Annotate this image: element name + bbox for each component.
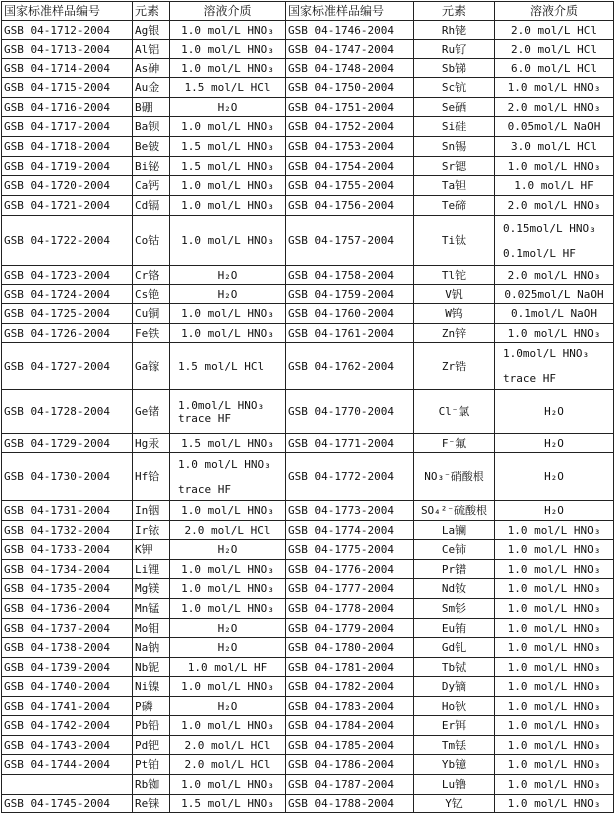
solution-medium-right: 0.05mol/L NaOH [495, 117, 614, 137]
solution-medium-left: 1.5 mol/L HNO₃ [170, 137, 286, 157]
solution-medium-right: 1.0 mol/L HNO₃ [495, 619, 614, 638]
solution-medium-right: 1.0 mol/L HNO₃ [495, 560, 614, 579]
element-left: Pb铅 [133, 716, 170, 736]
medium-line: 0.15mol/L HNO₃ [503, 221, 596, 235]
element-left: Cu铜 [133, 304, 170, 324]
element-left: Ba钡 [133, 117, 170, 137]
sample-code-left: GSB 04-1730-2004 [2, 453, 133, 501]
element-left: Ca钙 [133, 176, 170, 196]
element-right: Cl⁻氯 [414, 390, 495, 434]
element-left: Au金 [133, 78, 170, 98]
solution-medium-right: 1.0 mol/L HNO₃ [495, 775, 614, 795]
solution-medium-left: 1.5 mol/L HNO₃ [170, 157, 286, 176]
solution-medium-right: 1.0 mol/L HNO₃ [495, 78, 614, 98]
element-left: Pd钯 [133, 736, 170, 755]
element-right: Nd钕 [414, 579, 495, 599]
sample-code-right: GSB 04-1774-2004 [286, 521, 414, 540]
table-row [2, 343, 614, 390]
solution-medium-left: 2.0 mol/L HCl [170, 736, 286, 755]
sample-code-left: GSB 04-1743-2004 [2, 736, 133, 755]
sample-code-right: GSB 04-1775-2004 [286, 540, 414, 560]
element-left: Mo钼 [133, 619, 170, 638]
solution-medium-left: 1.5 mol/L HNO₃ [170, 434, 286, 453]
solution-medium-left: H₂O [170, 266, 286, 285]
table-row [2, 540, 614, 560]
solution-medium-right [495, 343, 614, 390]
element-right: Si硅 [414, 117, 495, 137]
solution-medium-right: 3.0 mol/L HCl [495, 137, 614, 157]
sample-code-right: GSB 04-1782-2004 [286, 677, 414, 697]
table-row [2, 176, 614, 196]
solution-medium-left: H₂O [170, 540, 286, 560]
solution-medium-right: 1.0 mol/L HNO₃ [495, 579, 614, 599]
sample-code-right: GSB 04-1746-2004 [286, 21, 414, 40]
element-right: Er铒 [414, 716, 495, 736]
solution-medium-right [495, 216, 614, 266]
medium-line: 1.0mol/L HNO₃ [503, 347, 590, 360]
solution-medium-right: H₂O [495, 501, 614, 521]
medium-line: trace HF [178, 411, 231, 425]
element-left: Ni镍 [133, 677, 170, 697]
solution-medium-left: 1.0 mol/L HNO₃ [170, 117, 286, 137]
table-row [2, 98, 614, 117]
element-right: Yb镱 [414, 755, 495, 775]
table-row [2, 716, 614, 736]
sample-code-right: GSB 04-1750-2004 [286, 78, 414, 98]
sample-code-left: GSB 04-1736-2004 [2, 599, 133, 619]
medium-line: 1.0 mol/L HNO₃ [178, 457, 271, 471]
solution-medium-right: 2.0 mol/L HCl [495, 40, 614, 59]
sample-code-left: GSB 04-1727-2004 [2, 343, 133, 390]
solution-medium-left: 1.0 mol/L HNO₃ [170, 176, 286, 196]
table-row [2, 21, 614, 40]
solution-medium-left: H₂O [170, 638, 286, 658]
solution-medium-right: 1.0 mol/L HNO₃ [495, 638, 614, 658]
solution-medium-right: 1.0 mol/L HNO₃ [495, 795, 614, 813]
solution-medium-left [170, 390, 286, 434]
sample-code-left: GSB 04-1719-2004 [2, 157, 133, 176]
solution-medium-right: 6.0 mol/L HCl [495, 59, 614, 78]
solution-medium-left: 2.0 mol/L HCl [170, 755, 286, 775]
element-left: Cd镉 [133, 196, 170, 216]
solution-medium-left: 1.0 mol/L HF [170, 658, 286, 677]
table-row [2, 658, 614, 677]
table-row [2, 755, 614, 775]
sample-code-right: GSB 04-1755-2004 [286, 176, 414, 196]
element-left: As砷 [133, 59, 170, 78]
solution-medium-right: 1.0 mol/L HNO₃ [495, 755, 614, 775]
sample-code-right: GSB 04-1776-2004 [286, 560, 414, 579]
solution-medium-right: 2.0 mol/L HNO₃ [495, 196, 614, 216]
sample-code-right: GSB 04-1785-2004 [286, 736, 414, 755]
element-right: Sr锶 [414, 157, 495, 176]
solution-medium-right: 2.0 mol/L HNO₃ [495, 266, 614, 285]
solution-medium-left: 1.0 mol/L HNO₃ [170, 579, 286, 599]
element-left: Mg镁 [133, 579, 170, 599]
table-row [2, 390, 614, 434]
header-code-right: 国家标准样品编号 [286, 2, 414, 21]
sample-code-left: GSB 04-1732-2004 [2, 521, 133, 540]
sample-code-left: GSB 04-1721-2004 [2, 196, 133, 216]
sample-code-right: GSB 04-1770-2004 [286, 390, 414, 434]
element-right: Zr锆 [414, 343, 495, 390]
sample-code-left [2, 775, 133, 795]
sample-code-right: GSB 04-1762-2004 [286, 343, 414, 390]
standard-samples-table [1, 1, 614, 813]
solution-medium-left: 1.0 mol/L HNO₃ [170, 216, 286, 266]
table-row [2, 775, 614, 795]
element-left: B硼 [133, 98, 170, 117]
header-element-right: 元素 [414, 2, 495, 21]
sample-code-left: GSB 04-1726-2004 [2, 324, 133, 343]
element-right: Ho钬 [414, 697, 495, 716]
solution-medium-left: H₂O [170, 285, 286, 304]
solution-medium-left: 1.0 mol/L HNO₃ [170, 40, 286, 59]
element-left: Li锂 [133, 560, 170, 579]
sample-code-left: GSB 04-1729-2004 [2, 434, 133, 453]
element-right: W钨 [414, 304, 495, 324]
element-left: Cr铬 [133, 266, 170, 285]
table-row [2, 137, 614, 157]
element-right: La镧 [414, 521, 495, 540]
table-row [2, 78, 614, 98]
header-element-left: 元素 [133, 2, 170, 21]
sample-code-left: GSB 04-1744-2004 [2, 755, 133, 775]
sample-code-right: GSB 04-1783-2004 [286, 697, 414, 716]
table-row [2, 619, 614, 638]
element-left: P磷 [133, 697, 170, 716]
element-left: Hg汞 [133, 434, 170, 453]
sample-code-left: GSB 04-1712-2004 [2, 21, 133, 40]
header-medium-right: 溶液介质 [495, 2, 614, 21]
table-row [2, 434, 614, 453]
sample-code-right: GSB 04-1751-2004 [286, 98, 414, 117]
sample-code-left: GSB 04-1735-2004 [2, 579, 133, 599]
table-body [2, 2, 614, 813]
table-row [2, 677, 614, 697]
sample-code-left: GSB 04-1742-2004 [2, 716, 133, 736]
sample-code-left: GSB 04-1713-2004 [2, 40, 133, 59]
table-row [2, 285, 614, 304]
table-row [2, 40, 614, 59]
sample-code-left: GSB 04-1722-2004 [2, 216, 133, 266]
element-right: Gd钆 [414, 638, 495, 658]
element-left: Co钴 [133, 216, 170, 266]
sample-code-right: GSB 04-1758-2004 [286, 266, 414, 285]
header-medium-left: 溶液介质 [170, 2, 286, 21]
element-left: Bi铋 [133, 157, 170, 176]
table-row [2, 599, 614, 619]
table-row [2, 324, 614, 343]
sample-code-right: GSB 04-1784-2004 [286, 716, 414, 736]
sample-code-left: GSB 04-1716-2004 [2, 98, 133, 117]
element-left: Na钠 [133, 638, 170, 658]
table-row [2, 453, 614, 501]
solution-medium-right: 1.0 mol/L HNO₃ [495, 658, 614, 677]
element-left: Mn锰 [133, 599, 170, 619]
element-right: V钒 [414, 285, 495, 304]
table-row [2, 196, 614, 216]
solution-medium-left: 1.0 mol/L HNO₃ [170, 59, 286, 78]
element-left: Nb铌 [133, 658, 170, 677]
solution-medium-left: 1.0 mol/L HNO₃ [170, 677, 286, 697]
element-left: Re铼 [133, 795, 170, 813]
element-right: Sm钐 [414, 599, 495, 619]
sample-code-left: GSB 04-1734-2004 [2, 560, 133, 579]
solution-medium-right: 1.0 mol/L HNO₃ [495, 157, 614, 176]
element-right: Zn锌 [414, 324, 495, 343]
table-row [2, 795, 614, 813]
sample-code-right: GSB 04-1781-2004 [286, 658, 414, 677]
sample-code-left: GSB 04-1740-2004 [2, 677, 133, 697]
table-row [2, 216, 614, 266]
table-row [2, 59, 614, 78]
solution-medium-left: 1.0 mol/L HNO₃ [170, 196, 286, 216]
solution-medium-right: H₂O [495, 434, 614, 453]
solution-medium-right: 1.0 mol/L HNO₃ [495, 677, 614, 697]
table-row [2, 521, 614, 540]
sample-code-right: GSB 04-1771-2004 [286, 434, 414, 453]
solution-medium-right: 1.0 mol/L HNO₃ [495, 521, 614, 540]
element-right: Ta钽 [414, 176, 495, 196]
solution-medium-right: 1.0 mol/L HNO₃ [495, 736, 614, 755]
element-right: NO₃⁻硝酸根 [414, 453, 495, 501]
element-right: Tm铥 [414, 736, 495, 755]
element-left: Be铍 [133, 137, 170, 157]
medium-line: trace HF [503, 372, 556, 385]
sample-code-right: GSB 04-1760-2004 [286, 304, 414, 324]
sample-code-right: GSB 04-1772-2004 [286, 453, 414, 501]
element-right: Te碲 [414, 196, 495, 216]
sample-code-left: GSB 04-1745-2004 [2, 795, 133, 813]
solution-medium-left: 1.0 mol/L HNO₃ [170, 304, 286, 324]
solution-medium-right: 0.1mol/L NaOH [495, 304, 614, 324]
sample-code-left: GSB 04-1741-2004 [2, 697, 133, 716]
element-right: Tb铽 [414, 658, 495, 677]
element-left: Fe铁 [133, 324, 170, 343]
element-right: Sb锑 [414, 59, 495, 78]
solution-medium-left: 1.5 mol/L HCl [170, 343, 286, 390]
solution-medium-right: 1.0 mol/L HNO₃ [495, 540, 614, 560]
element-left: Ge锗 [133, 390, 170, 434]
table-row [2, 304, 614, 324]
element-right: Ce铈 [414, 540, 495, 560]
sample-code-right: GSB 04-1748-2004 [286, 59, 414, 78]
element-left: Pt铂 [133, 755, 170, 775]
sample-code-right: GSB 04-1778-2004 [286, 599, 414, 619]
sample-code-left: GSB 04-1714-2004 [2, 59, 133, 78]
sample-code-right: GSB 04-1754-2004 [286, 157, 414, 176]
solution-medium-left: 1.5 mol/L HNO₃ [170, 795, 286, 813]
header-code-left: 国家标准样品编号 [2, 2, 133, 21]
solution-medium-left: H₂O [170, 98, 286, 117]
table-row [2, 579, 614, 599]
sample-code-right: GSB 04-1788-2004 [286, 795, 414, 813]
table-row [2, 638, 614, 658]
table-row [2, 697, 614, 716]
sample-code-left: GSB 04-1717-2004 [2, 117, 133, 137]
element-right: F⁻氟 [414, 434, 495, 453]
sample-code-right: GSB 04-1756-2004 [286, 196, 414, 216]
solution-medium-left: 1.0 mol/L HNO₃ [170, 324, 286, 343]
solution-medium-right: 1.0 mol/L HNO₃ [495, 697, 614, 716]
element-right: Eu铕 [414, 619, 495, 638]
table-row [2, 157, 614, 176]
solution-medium-left [170, 453, 286, 501]
element-right: Y钇 [414, 795, 495, 813]
element-right: Pr镨 [414, 560, 495, 579]
element-left: Ag银 [133, 21, 170, 40]
element-left: In铟 [133, 501, 170, 521]
element-right: SO₄²⁻硫酸根 [414, 501, 495, 521]
element-left: K钾 [133, 540, 170, 560]
sample-code-right: GSB 04-1759-2004 [286, 285, 414, 304]
element-left: Ir铱 [133, 521, 170, 540]
solution-medium-right: H₂O [495, 453, 614, 501]
sample-code-left: GSB 04-1715-2004 [2, 78, 133, 98]
solution-medium-left: 1.5 mol/L HCl [170, 78, 286, 98]
element-right: Ti钛 [414, 216, 495, 266]
sample-code-left: GSB 04-1724-2004 [2, 285, 133, 304]
medium-line: 1.0mol/L HNO₃ [178, 398, 265, 412]
solution-medium-left: H₂O [170, 697, 286, 716]
element-left: Rb铷 [133, 775, 170, 795]
sample-code-right: GSB 04-1786-2004 [286, 755, 414, 775]
element-left: Cs铯 [133, 285, 170, 304]
sample-code-left: GSB 04-1718-2004 [2, 137, 133, 157]
element-right: Sn锡 [414, 137, 495, 157]
element-right: Dy镝 [414, 677, 495, 697]
solution-medium-right: 0.025mol/L NaOH [495, 285, 614, 304]
sample-code-left: GSB 04-1723-2004 [2, 266, 133, 285]
sample-code-right: GSB 04-1777-2004 [286, 579, 414, 599]
sample-code-left: GSB 04-1725-2004 [2, 304, 133, 324]
element-right: Se硒 [414, 98, 495, 117]
solution-medium-left: 2.0 mol/L HCl [170, 521, 286, 540]
solution-medium-left: 1.0 mol/L HNO₃ [170, 21, 286, 40]
solution-medium-right: 1.0 mol/L HF [495, 176, 614, 196]
solution-medium-right: 1.0 mol/L HNO₃ [495, 716, 614, 736]
sample-code-right: GSB 04-1753-2004 [286, 137, 414, 157]
sample-code-right: GSB 04-1787-2004 [286, 775, 414, 795]
element-left: Hf铪 [133, 453, 170, 501]
solution-medium-right: 1.0 mol/L HNO₃ [495, 599, 614, 619]
element-right: Tl铊 [414, 266, 495, 285]
sample-code-left: GSB 04-1720-2004 [2, 176, 133, 196]
sample-code-left: GSB 04-1728-2004 [2, 390, 133, 434]
table-row [2, 501, 614, 521]
solution-medium-right: 2.0 mol/L HNO₃ [495, 98, 614, 117]
element-right: Sc钪 [414, 78, 495, 98]
solution-medium-left: 1.0 mol/L HNO₃ [170, 775, 286, 795]
sample-code-right: GSB 04-1780-2004 [286, 638, 414, 658]
element-left: Ga镓 [133, 343, 170, 390]
sample-code-right: GSB 04-1752-2004 [286, 117, 414, 137]
solution-medium-left: 1.0 mol/L HNO₃ [170, 560, 286, 579]
sample-code-right: GSB 04-1779-2004 [286, 619, 414, 638]
sample-code-left: GSB 04-1733-2004 [2, 540, 133, 560]
sample-code-left: GSB 04-1739-2004 [2, 658, 133, 677]
solution-medium-left: 1.0 mol/L HNO₃ [170, 599, 286, 619]
table-row [2, 560, 614, 579]
solution-medium-right: 2.0 mol/L HCl [495, 21, 614, 40]
sample-code-right: GSB 04-1773-2004 [286, 501, 414, 521]
sample-code-right: GSB 04-1757-2004 [286, 216, 414, 266]
sample-code-left: GSB 04-1737-2004 [2, 619, 133, 638]
table-row [2, 117, 614, 137]
table-row [2, 266, 614, 285]
sample-code-right: GSB 04-1761-2004 [286, 324, 414, 343]
header-row [2, 2, 614, 21]
solution-medium-right: H₂O [495, 390, 614, 434]
solution-medium-left: H₂O [170, 619, 286, 638]
element-right: Rh铑 [414, 21, 495, 40]
element-right: Ru钌 [414, 40, 495, 59]
medium-line: 0.1mol/L HF [503, 246, 576, 260]
sample-code-left: GSB 04-1738-2004 [2, 638, 133, 658]
solution-medium-left: 1.0 mol/L HNO₃ [170, 501, 286, 521]
solution-medium-left: 1.0 mol/L HNO₃ [170, 716, 286, 736]
solution-medium-right: 1.0 mol/L HNO₃ [495, 324, 614, 343]
element-left: Al铝 [133, 40, 170, 59]
table-row [2, 736, 614, 755]
medium-line: trace HF [178, 482, 231, 496]
element-right: Lu镥 [414, 775, 495, 795]
sample-code-left: GSB 04-1731-2004 [2, 501, 133, 521]
sample-code-right: GSB 04-1747-2004 [286, 40, 414, 59]
